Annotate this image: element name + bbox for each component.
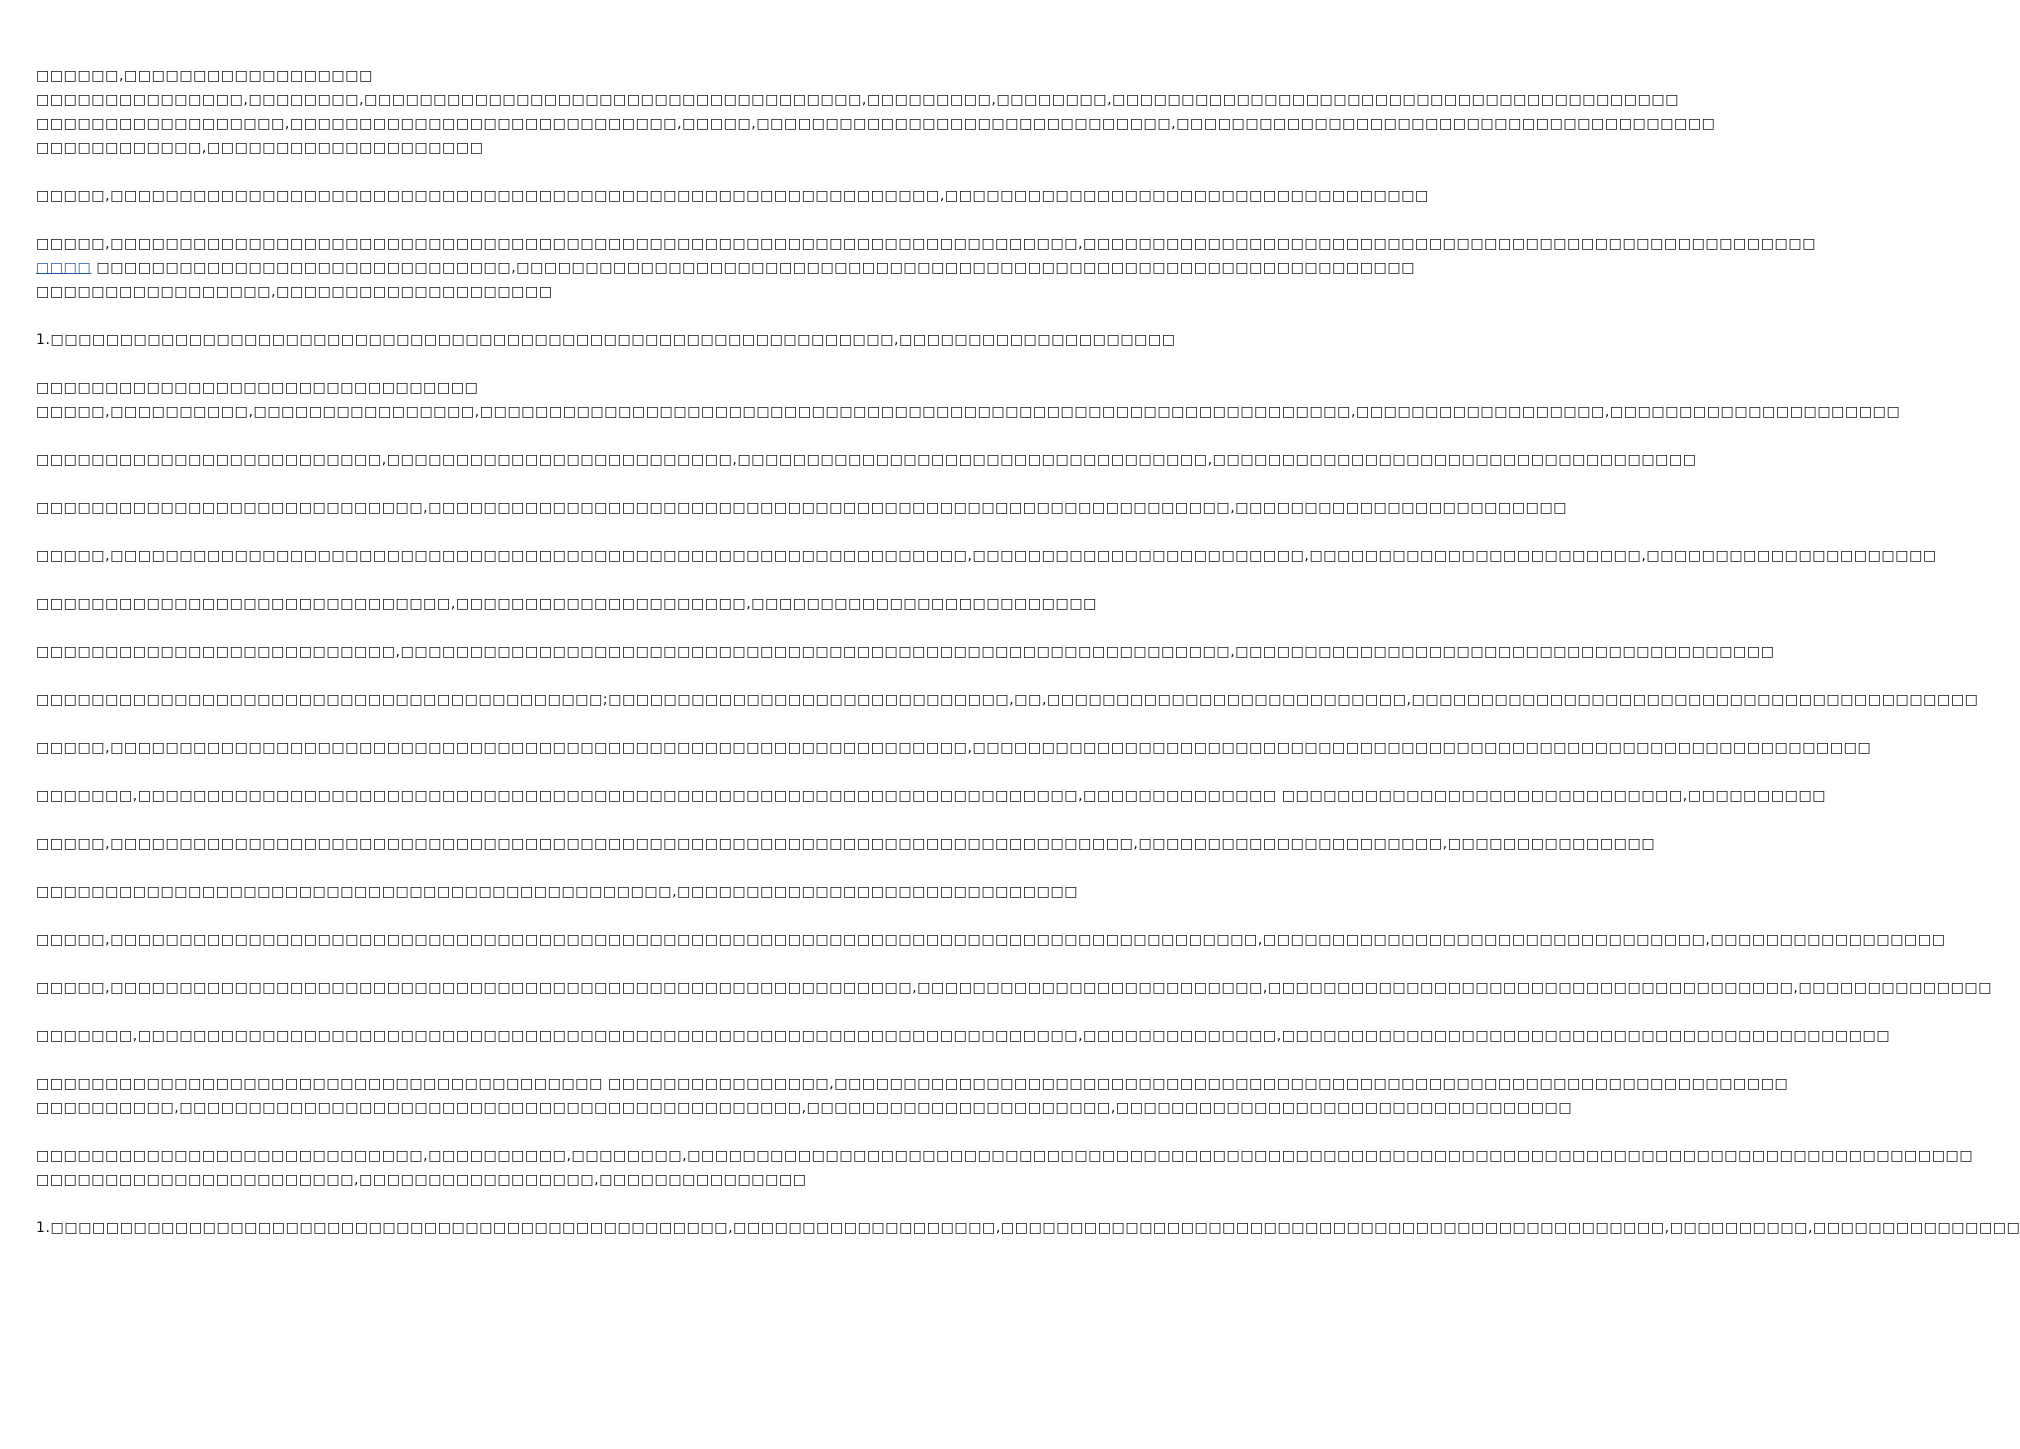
text-line: [36, 400, 1901, 424]
paragraph-spacer: [36, 520, 990, 544]
text-line: [36, 736, 1872, 760]
line-text: □□□□□□,□□□□□□□□□□□□□□□□□□: [36, 68, 373, 84]
paragraph-spacer: [36, 856, 990, 880]
paragraph-spacer: [36, 712, 990, 736]
line-text: □□□□□□□□□□,□□□□□□□□□□□□□□□□□□□□□□□□□□□□□□□□□□□□□□□□□□□□□,□□□□□□□□□□□□□□□□□□□□□□,□□□□□□□□□□□□□□□□□□□□□□□□□□□□□□□□□: [36, 1100, 1573, 1116]
text-line: [36, 112, 1716, 136]
text-line: [36, 688, 1979, 712]
text-line: [36, 1168, 990, 1192]
text-line: [36, 496, 1568, 520]
text-line: [36, 184, 1429, 208]
line-text: □□□□□□□□□□□□□□□□□□□□□□□□□□□□□□□□: [36, 380, 479, 396]
line-text: □□□□□□□□□□□□□□□□□□□□□□□□□□□□□□□□□□□□□□□□□ □□□□□□□□□□□□□□□□,□□□□□□□□□□□□□□□□□□□□□□□□□□□□□□□□□□□□□□□□□□□□□□□□□□□□□□□□□□□□□□□□□□□□□: [36, 1076, 1789, 1092]
line-text: □□□□□□□□□□□□□□□□□□□□□□□□□□□□,□□□□□□□□□□□□□□□□□□□□□□□□□□□□□□□□□□□□□□□□□□□□□□□□□□□□□□□□□□,□□□□□□□□□□□□□□□□□□□□□□□□: [36, 500, 1568, 516]
inline-link[interactable]: □□□□: [36, 260, 92, 276]
text-line: [36, 544, 1937, 568]
text-line: [36, 1144, 1974, 1168]
paragraph-spacer: [36, 352, 990, 376]
line-text: □□□□□,□□□□□□□□□□,□□□□□□□□□□□□□□□□,□□□□□□□□□□□□□□□□□□□□□□□□□□□□□□□□□□□□□□□□□□□□□□□□□□□□□□□□□□□□□□□,□□□□□□□□□□□□□□□□□□,□□□□□□□□□□□□□□□□□□□□□: [36, 404, 1901, 420]
text-line: [36, 280, 990, 304]
line-text: □□□□□,□□□□□□□□□□□□□□□□□□□□□□□□□□□□□□□□□□□□□□□□□□□□□□□□□□□□□□□□□□□□□□□□□□□□□□□□□□,□□□□□□□□□□□□□□□□□□□□□□,□□□□□□□□□□□□□□□: [36, 836, 1656, 852]
line-text: 1.□□□□□□□□□□□□□□□□□□□□□□□□□□□□□□□□□□□□□□□□□□□□□□□□□,□□□□□□□□□□□□□□□□□□□,□□□□□□□□□□□□□□□□□□□□□□□□□□□□□□□□□□□□□□□□□□□□□□□□,□□□□□□□□□□,□□□□□□□□□□□□□□□: [36, 1220, 2020, 1236]
text-line: [36, 232, 1817, 256]
line-text: □□□□□,□□□□□□□□□□□□□□□□□□□□□□□□□□□□□□□□□□□□□□□□□□□□□□□□□□□□□□□□□□□□□□□□□□□□□□,□□□□□□□□□□□□□□□□□□□□□□□□□□□□□□□□□□□□□□□□□□□□□□□□□□□□□: [36, 236, 1817, 252]
line-text: □□□□□,□□□□□□□□□□□□□□□□□□□□□□□□□□□□□□□□□□□□□□□□□□□□□□□□□□□□□□□□□□□□□□□□□□□□□□□□□□□□□□□□□□□,□□□□□□□□□□□□□□□□□□□□□□□□□□□□□□□□,□□□□□□□□□□□□□□□□□: [36, 932, 1946, 948]
paragraph-spacer: [36, 1048, 990, 1072]
paragraph-spacer: [36, 1000, 990, 1024]
line-text: □□□□□□□□□□□□□□□□□□□□□□□□□□□□□□□□□□□□□□□□□;□□□□□□□□□□□□□□□□□□□□□□□□□□□□□,□□,□□□□□□□□□□□□□□□□□□□□□□□□□□,□□□□□□□□□□□□□□□□□□□□□□□□□□□□□□□□□□□□□□□□□: [36, 692, 1979, 708]
line-text: □□□□□□□□□□□□□□□□□□□□□□□□□□□□,□□□□□□□□□□,□□□□□□□□,□□□□□□□□□□□□□□□□□□□□□□□□□□□□□□□□□□□□□□□□□□□□□□□□□□□□□□□□□□□□□□□□□□□□□□□□□□□□□□□□□□□□□□□□□□□□□: [36, 1148, 1974, 1164]
line-text: □□□□□,□□□□□□□□□□□□□□□□□□□□□□□□□□□□□□□□□□□□□□□□□□□□□□□□□□□□□□□□□□,□□□□□□□□□□□□□□□□□□□□□□□□□,□□□□□□□□□□□□□□□□□□□□□□□□□□□□□□□□□□□□□□,□□□□□□□□□□□□□□: [36, 980, 1993, 996]
paragraph-spacer: [36, 1120, 990, 1144]
text-line: [36, 328, 1176, 352]
text-line: [36, 64, 990, 88]
paragraph-spacer: [36, 760, 990, 784]
text-line: [36, 1216, 2020, 1240]
line-text: □□□□□□□□□□□□□□□□□□□□□□□□□□,□□□□□□□□□□□□□□□□□□□□□□□□□□□□□□□□□□□□□□□□□□□□□□□□□□□□□□□□□□□□,□□□□□□□□□□□□□□□□□□□□□□□□□□□□□□□□□□□□□□□: [36, 644, 1775, 660]
line-text: □□□□□□□,□□□□□□□□□□□□□□□□□□□□□□□□□□□□□□□□□□□□□□□□□□□□□□□□□□□□□□□□□□□□□□□□□□□□,□□□□□□□□□□□□□□,□□□□□□□□□□□□□□□□□□□□□□□□□□□□□□□□□□□□□□□□□□□□: [36, 1028, 1891, 1044]
paragraph-spacer: [36, 424, 990, 448]
paragraph-spacer: [36, 616, 990, 640]
text-line: [36, 1072, 1789, 1096]
text-line: [36, 592, 1097, 616]
text-line: [36, 880, 1079, 904]
text-line: [36, 928, 1946, 952]
line-text: □□□□□□□□□□□□□□□□□,□□□□□□□□□□□□□□□□□□□□: [36, 284, 553, 300]
paragraph-spacer: [36, 160, 990, 184]
paragraph-spacer: [36, 1192, 990, 1216]
line-text: □□□□□□□□□□□□□□□□□□□□□□□□□,□□□□□□□□□□□□□□□□□□□□□□□□□,□□□□□□□□□□□□□□□□□□□□□□□□□□□□□□□□□□,□□□□□□□□□□□□□□□□□□□□□□□□□□□□□□□□□□□: [36, 452, 1697, 468]
paragraph-spacer: [36, 304, 990, 328]
line-text: □□□□□□□□□□□□□□□□□□,□□□□□□□□□□□□□□□□□□□□□□□□□□□□,□□□□□,□□□□□□□□□□□□□□□□□□□□□□□□□□□□□□,□□□□□□□□□□□□□□□□□□□□□□□□□□□□□□□□□□□□□□□: [36, 116, 1716, 132]
line-text: □□□□□□□,□□□□□□□□□□□□□□□□□□□□□□□□□□□□□□□□□□□□□□□□□□□□□□□□□□□□□□□□□□□□□□□□□□□□,□□□□□□□□□□□□□□ □□□□□□□□□□□□□□□□□□□□□□□□□□□□□,□□□□□□□□□□: [36, 788, 1827, 804]
line-text: □□□□□□□□□□□□□□□,□□□□□□□□,□□□□□□□□□□□□□□□□□□□□□□□□□□□□□□□□□□□□,□□□□□□□□□,□□□□□□□□,□□□□□□□□□□□□□□□□□□□□□□□□□□□□□□□□□□□□□□□□□: [36, 92, 1680, 108]
paragraph-spacer: [36, 664, 990, 688]
text-line: [36, 88, 1680, 112]
text-line: [36, 256, 1416, 280]
text-line: [36, 976, 1993, 1000]
line-text: 1.□□□□□□□□□□□□□□□□□□□□□□□□□□□□□□□□□□□□□□□□□□□□□□□□□□□□□□□□□□□□□,□□□□□□□□□□□□□□□□□□□□: [36, 332, 1176, 348]
text-line: [36, 784, 1827, 808]
text-line: [36, 376, 990, 400]
line-text: □□□□□□□□□□□□,□□□□□□□□□□□□□□□□□□□□: [36, 140, 484, 156]
paragraph-spacer: [36, 808, 990, 832]
paragraph-spacer: [36, 568, 990, 592]
text-line: [36, 136, 990, 160]
text-line: [36, 832, 1656, 856]
line-text: □□□□□□□□□□□□□□□□□□□□□□□□□□□□□□,□□□□□□□□□□□□□□□□□□□□□,□□□□□□□□□□□□□□□□□□□□□□□□□: [36, 596, 1097, 612]
text-line: [36, 1024, 1891, 1048]
text-line: [36, 640, 1775, 664]
line-text: □□□□□□□□□□□□□□□□□□□□□□□□□□□□□□□□□□□□□□□□□□□□□□,□□□□□□□□□□□□□□□□□□□□□□□□□□□□□: [36, 884, 1079, 900]
paragraph-spacer: [36, 904, 990, 928]
paragraph-spacer: [36, 208, 990, 232]
text-line: [36, 448, 1697, 472]
document-body: [36, 64, 2020, 1240]
line-text: □□□□□,□□□□□□□□□□□□□□□□□□□□□□□□□□□□□□□□□□□□□□□□□□□□□□□□□□□□□□□□□□□□□□,□□□□□□□□□□□□□□□□□□□□□□□□,□□□□□□□□□□□□□□□□□□□□□□□□,□□□□□□□□□□□□□□□□□□□□□: [36, 548, 1937, 564]
paragraph-spacer: [36, 952, 990, 976]
line-text: □□□□□□□□□□□□□□□□□□□□□□□,□□□□□□□□□□□□□□□□□,□□□□□□□□□□□□□□□: [36, 1172, 807, 1188]
line-text: □□□□□,□□□□□□□□□□□□□□□□□□□□□□□□□□□□□□□□□□□□□□□□□□□□□□□□□□□□□□□□□□□□□□,□□□□□□□□□□□□□□□□□□□□□□□□□□□□□□□□□□□□□□□□□□□□□□□□□□□□□□□□□□□□□□□□□: [36, 740, 1872, 756]
line-text: □□□□□,□□□□□□□□□□□□□□□□□□□□□□□□□□□□□□□□□□□□□□□□□□□□□□□□□□□□□□□□□□□□,□□□□□□□□□□□□□□□□□□□□□□□□□□□□□□□□□□□: [36, 188, 1429, 204]
paragraph-spacer: [36, 472, 990, 496]
line-text: □□□□□□□□□□□□□□□□□□□□□□□□□□□□□□,□□□□□□□□□□□□□□□□□□□□□□□□□□□□□□□□□□□□□□□□□□□□□□□□□□□□□□□□□□□□□□□□□: [91, 260, 1416, 276]
text-line: [36, 1096, 1573, 1120]
